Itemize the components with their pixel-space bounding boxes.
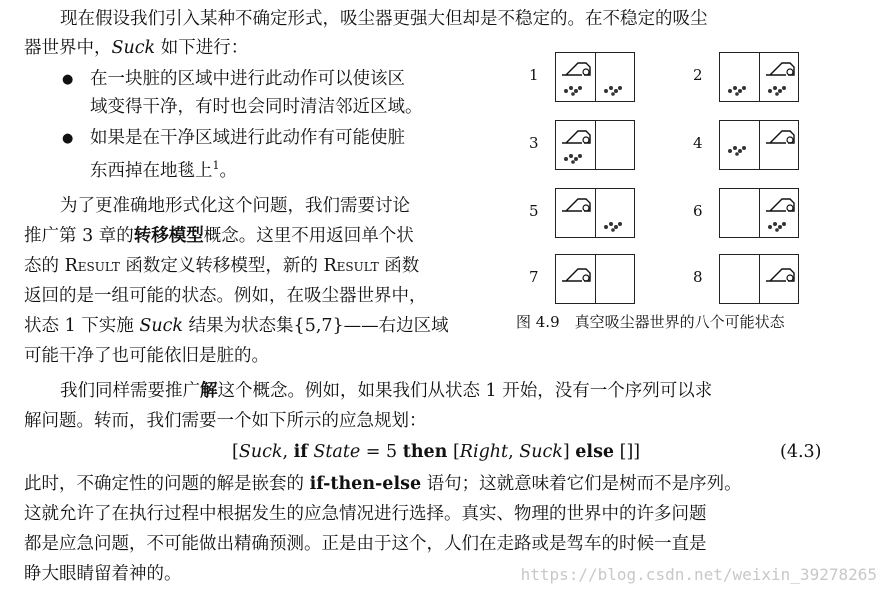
para4-line2: 这就允许了在执行过程中根据发生的应急情况进行选择。真实、物理的世界中的许多问题 — [24, 504, 707, 524]
para3-line1 — [60, 380, 712, 402]
suck-term: Suck — [139, 316, 183, 336]
bullet2-text: 东西掉在地毯上 — [90, 160, 213, 181]
vacuum-icon — [560, 57, 592, 79]
para4-line1 — [24, 473, 742, 495]
solution-term: 解 — [200, 381, 218, 401]
vacuum-icon — [764, 263, 796, 285]
para2-line4: 返回的是一组可能的状态。例如，在吸尘器世界中， — [24, 286, 427, 306]
para2-text: 推广第 3 章的 — [24, 226, 134, 246]
formula-if: if — [293, 442, 308, 462]
para2-line5 — [24, 315, 449, 337]
para4-line4: 睁大眼睛留着神的。 — [24, 564, 182, 584]
bullet1-line2: 域变得干净，有时也会同时清洁邻近区域。 — [90, 97, 423, 117]
state-2-cell — [719, 52, 799, 102]
dirt-icon — [766, 219, 788, 233]
state-label: 6 — [693, 202, 703, 220]
state-label: 7 — [529, 268, 539, 286]
result-term: Result — [64, 256, 120, 276]
formula-part: []] — [614, 442, 641, 462]
para1-text: 器世界中， — [24, 38, 112, 58]
para2-line3 — [24, 255, 419, 277]
figure-caption: 图 4.9 真空吸尘器世界的八个可能状态 — [516, 313, 785, 331]
state-label: 5 — [529, 202, 539, 220]
bullet2-end: 。 — [219, 160, 237, 181]
state-label: 3 — [529, 134, 539, 152]
para2-line1: 为了更准确地形式化这个问题，我们需要讨论 — [60, 196, 410, 216]
formula-then: then — [402, 442, 448, 462]
state-label: 2 — [693, 66, 703, 84]
state-7-cell — [555, 254, 635, 304]
para2-line2 — [24, 225, 414, 247]
para4-text: 语句；这就意味着它们是树而不是序列。 — [421, 474, 742, 494]
formula-part: [ — [447, 442, 460, 462]
dirt-icon — [766, 83, 788, 97]
para1-text-end: 如下进行： — [155, 38, 249, 58]
para2-text: 结果为状态集{5,7}——右边区域 — [183, 316, 449, 336]
state-8-cell — [719, 254, 799, 304]
vacuum-icon — [764, 193, 796, 215]
formula-right: Right — [459, 442, 509, 462]
formula-state: State — [307, 442, 361, 462]
state-4-cell — [719, 120, 799, 170]
equation-number: (4.3) — [780, 442, 822, 462]
state-label: 1 — [529, 66, 539, 84]
para2-text: 概念。这里不用返回单个状 — [203, 226, 414, 246]
para3-line2: 解问题。转而，我们需要一个如下所示的应急规划： — [24, 411, 427, 431]
result-term: Result — [323, 256, 379, 276]
state-label: 4 — [693, 134, 703, 152]
formula-part: = 5 — [360, 442, 403, 462]
state-3-cell — [555, 120, 635, 170]
formula-else: else — [575, 442, 615, 462]
bullet1-line1: 在一块脏的区域中进行此动作可以使该区 — [90, 69, 405, 89]
para2-text: 函数 — [378, 256, 420, 276]
transition-model-term: 转移模型 — [133, 226, 204, 246]
footnote-mark: 1 — [212, 159, 220, 172]
para4-line3: 都是应急问题，不可能做出精确预测。正是由于这个，人们在走路或是驾车的时候一直是 — [24, 534, 707, 554]
bullet2-line1: 如果是在干净区域进行此动作有可能使脏 — [90, 128, 405, 148]
vacuum-icon — [764, 57, 796, 79]
vacuum-icon — [560, 125, 592, 147]
dirt-icon — [726, 83, 748, 97]
state-5-cell — [555, 188, 635, 238]
vacuum-icon — [560, 263, 592, 285]
dirt-icon — [562, 151, 584, 165]
formula-part: ] — [562, 442, 576, 462]
vacuum-world-figure — [525, 52, 855, 302]
formula-suck: Suck — [519, 442, 563, 462]
vacuum-icon — [560, 193, 592, 215]
state-label: 8 — [693, 268, 703, 286]
bullet-dot: ● — [62, 131, 74, 146]
para1-line2 — [24, 37, 248, 59]
formula-part: , — [282, 442, 294, 462]
vacuum-icon — [764, 125, 796, 147]
para4-text: 此时，不确定性的问题的解是嵌套的 — [24, 474, 310, 494]
if-then-else-term: if-then-else — [309, 474, 422, 494]
state-6-cell — [719, 188, 799, 238]
formula-suck: Suck — [238, 442, 283, 462]
suck-term: Suck — [111, 38, 156, 58]
dirt-icon — [602, 83, 624, 97]
dirt-icon — [602, 219, 624, 233]
para2-text: 函数定义转移模型，新的 — [119, 256, 324, 276]
para3-text: 我们同样需要推广 — [60, 381, 200, 401]
para3-text: 这个概念。例如，如果我们从状态 1 开始，没有一个序列可以求 — [217, 381, 713, 401]
watermark-url: https://blog.csdn.net/weixin_39278265 — [520, 565, 877, 584]
para2-text: 态的 — [24, 256, 65, 276]
state-1-cell — [555, 52, 635, 102]
contingency-plan-formula — [232, 441, 640, 463]
para1-line1: 现在假设我们引入某种不确定形式，吸尘器更强大但却是不稳定的。在不稳定的吸尘 — [60, 9, 708, 29]
bullet-dot: ● — [62, 72, 74, 87]
formula-part: [ — [232, 442, 239, 462]
bullet2-line2 — [90, 155, 237, 182]
dirt-icon — [726, 143, 748, 157]
para2-line6: 可能干净了也可能依旧是脏的。 — [24, 346, 269, 366]
formula-part: , — [508, 442, 520, 462]
dirt-icon — [562, 83, 584, 97]
para2-text: 状态 1 下实施 — [24, 316, 140, 336]
